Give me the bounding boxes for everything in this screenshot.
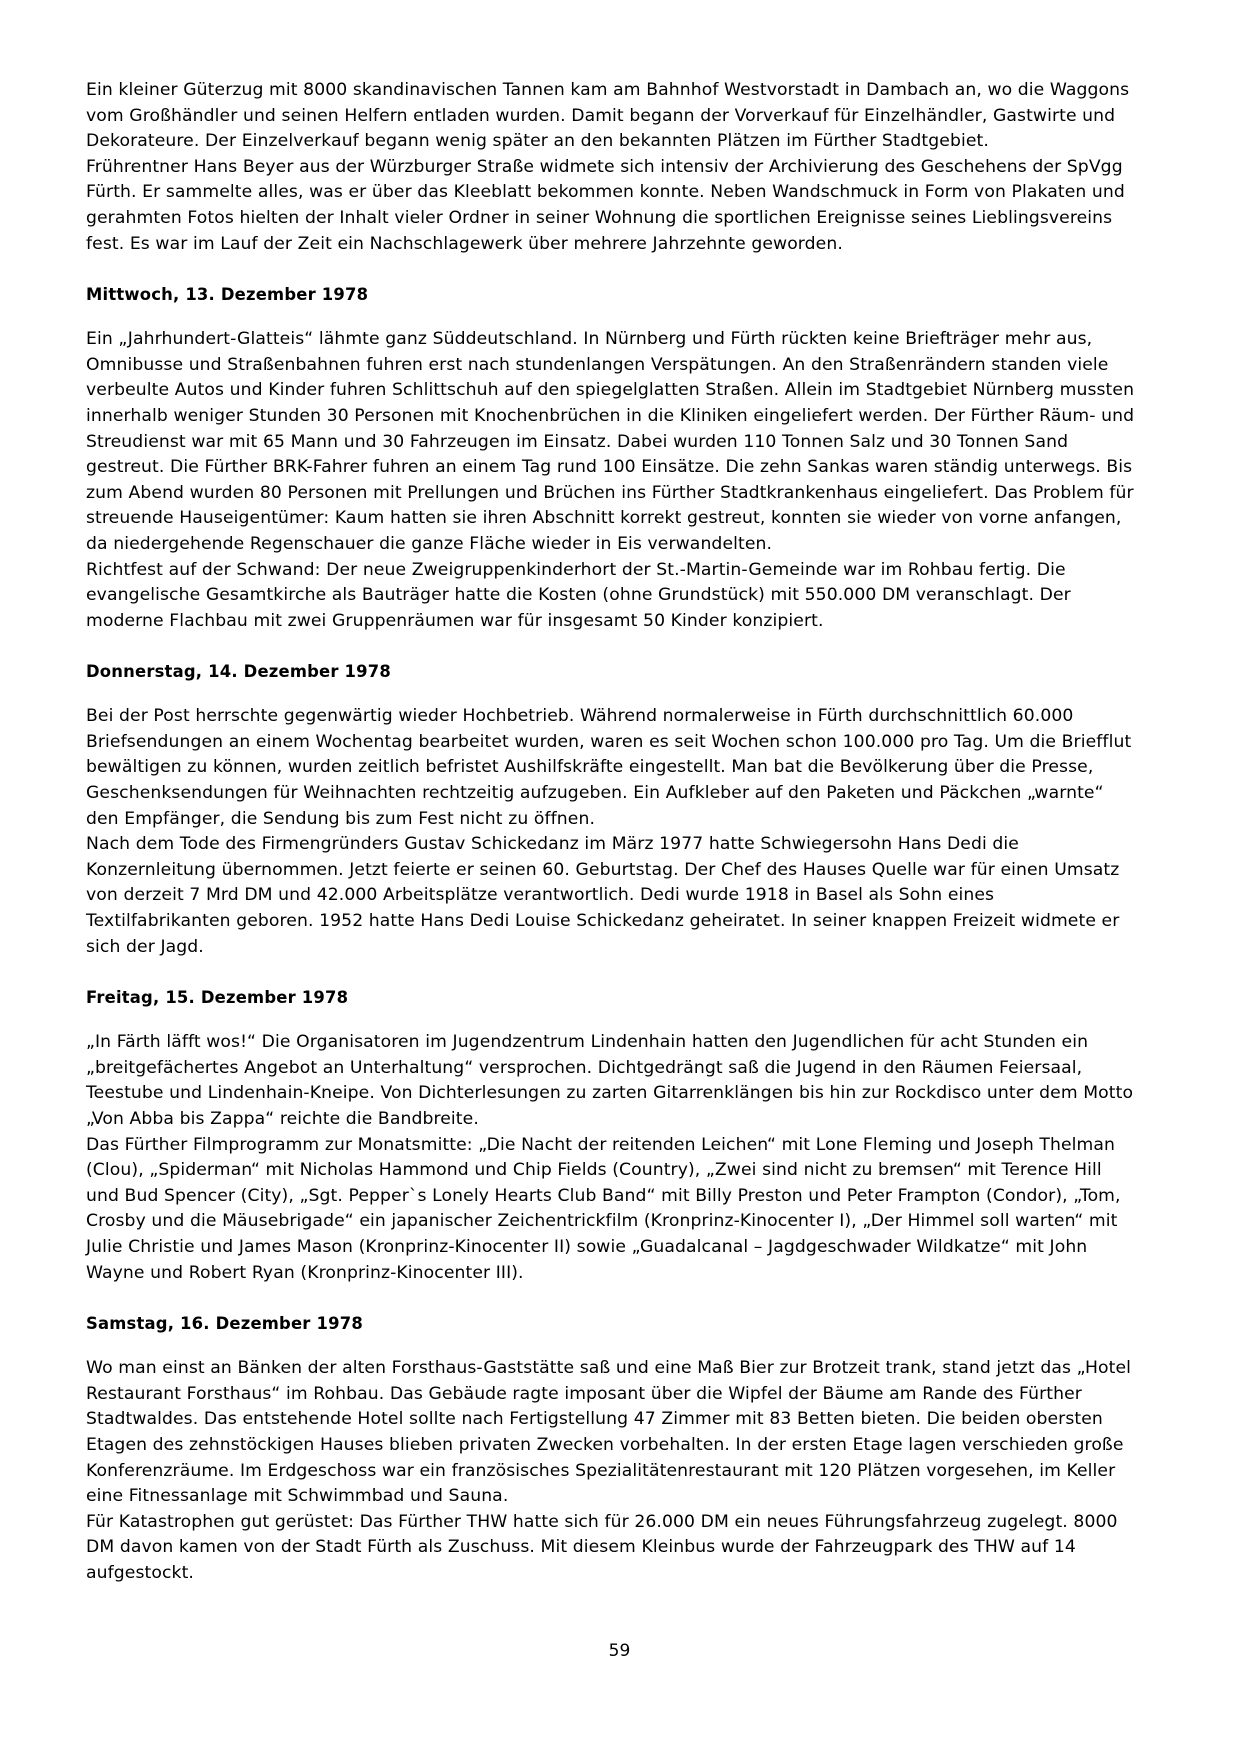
entry-heading: Mittwoch, 13. Dezember 1978 — [86, 285, 369, 305]
entry-heading: Donnerstag, 14. Dezember 1978 — [86, 662, 391, 682]
entry-heading: Samstag, 16. Dezember 1978 — [86, 1314, 363, 1334]
diary-entry — [86, 1312, 1135, 1586]
paragraph: Richtfest auf der Schwand: Der neue Zweigruppenkinderhort der St.-Martin-Gemeinde war im Rohbau fertig. Die evangelische Gesamtkirche als Bauträger hatte die Kosten (ohne Grundstück) mit 550.000 DM veranschlagt. Der moderne Flachbau mit zwei Gruppenräumen war für insgesamt 50 Kinder konzipiert. — [86, 559, 1071, 631]
paragraph: Ein kleiner Güterzug mit 8000 skandinavischen Tannen kam am Bahnhof Westvorstadt in Dambach an, wo die Waggons vom Großhändler und seinen Helfern entladen wurden. Damit begann der Vorverkauf für Einzelhändler, Gastwirte und Dekorateure. Der Einzelverkauf begann wenig später an den bekannten Plätzen im Fürther Stadtgebiet. — [86, 80, 1130, 152]
paragraph: Für Katastrophen gut gerüstet: Das Fürther THW hatte sich für 26.000 DM ein neues Führungsfahrzeug zugelegt. 8000 DM davon kamen von der Stadt Fürth als Zuschuss. Mit diesem Kleinbus wurde der Fahrzeugpark des THW auf 14 aufgestockt. — [86, 1511, 1118, 1583]
entry-heading: Freitag, 15. Dezember 1978 — [86, 988, 349, 1008]
intro-section — [86, 78, 1135, 257]
page-number: 59 — [608, 1641, 631, 1661]
diary-entry — [86, 660, 1135, 960]
paragraph: Nach dem Tode des Firmengründers Gustav Schickedanz im März 1977 hatte Schwiegersohn Hans Dedi die Konzernleitung übernommen. Jetzt feierte er seinen 60. Geburtstag. Der Chef des Hauses Quelle war für einen Umsatz von derzeit 7 Mrd DM und 42.000 Arbeitsplätze verantwortlich. Dedi wurde 1918 in Basel als Sohn eines Textilfabrikanten geboren. 1952 hatte Hans Dedi Louise Schickedanz geheiratet. In seiner knappen Freizeit widmete er sich der Jagd. — [86, 834, 1120, 957]
paragraph: „In Färth läfft wos!“ Die Organisatoren im Jugendzentrum Lindenhain hatten den Jugendlichen für acht Stunden ein „breitgefächertes Angebot an Unterhaltung“ versprochen. Dichtgedrängt saß die Jugend in den Räumen Feiersaal, Teestube und Lindenhain-Kneipe. Von Dichterlesungen zu zarten Gitarrenklängen bis hin zur Rockdisco unter dem Motto „Von Abba bis Zappa“ reichte die Bandbreite. — [86, 1032, 1134, 1129]
diary-entry — [86, 986, 1135, 1286]
paragraph: Wo man einst an Bänken der alten Forsthaus-Gaststätte saß und eine Maß Bier zur Brotzeit trank, stand jetzt das „Hotel Restaurant Forsthaus“ im Rohbau. Das Gebäude ragte imposant über die Wipfel der Bäume am Rande des Fürther Stadtwaldes. Das entstehende Hotel sollte nach Fertigstellung 47 Zimmer mit 83 Betten bieten. Die beiden obersten Etagen des zehnstöckigen Hauses blieben privaten Zwecken vorbehalten. In der ersten Etage lagen verschieden große Konferenzräume. Im Erdgeschoss war ein französisches Spezialitätenrestaurant mit 120 Plätzen vorgesehen, im Keller eine Fitnessanlage mit Schwimmbad und Sauna. — [86, 1358, 1131, 1507]
paragraph: Das Fürther Filmprogramm zur Monatsmitte: „Die Nacht der reitenden Leichen“ mit Lone Fleming und Joseph Thelman (Clou), „Spiderman“ mit Nicholas Hammond und Chip Fields (Country), „Zwei sind nicht zu bremsen“ mit Terence Hill und Bud Spencer (City), „Sgt. Pepper`s Lonely Hearts Club Band“ mit Billy Preston und Peter Frampton (Condor), „Tom, Crosby und die Mäusebrigade“ ein japanischer Zeichentrickfilm (Kronprinz-Kinocenter I), „Der Himmel soll warten“ mit Julie Christie und James Mason (Kronprinz-Kinocenter II) sowie „Guadalcanal – Jagdgeschwader Wildkatze“ mit John Wayne und Robert Ryan (Kronprinz-Kinocenter III). — [86, 1134, 1121, 1283]
paragraph: Ein „Jahrhundert-Glatteis“ lähmte ganz Süddeutschland. In Nürnberg und Fürth rückten keine Briefträger mehr aus, Omnibusse und Straßenbahnen fuhren erst nach stundenlangen Verspätungen. An den Straßenrändern standen viele verbeulte Autos und Kinder fuhren Schlittschuh auf den spiegelglatten Straßen. Allein im Stadtgebiet Nürnberg mussten innerhalb weniger Stunden 30 Personen mit Knochenbrüchen in die Kliniken eingeliefert werden. Der Fürther Räum- und Streudienst war mit 65 Mann und 30 Fahrzeugen im Einsatz. Dabei wurden 110 Tonnen Salz und 30 Tonnen Sand gestreut. Die Fürther BRK-Fahrer fuhren an einem Tag rund 100 Einsätze. Die zehn Sankas waren ständig unterwegs. Bis zum Abend wurden 80 Personen mit Prellungen und Brüchen ins Fürther Stadtkrankenhaus eingeliefert. Das Problem für streuende Hauseigentümer: Kaum hatten sie ihren Abschnitt korrekt gestreut, konnten sie wieder von vorne anfangen, da niedergehende Regenschauer die ganze Fläche wieder in Eis verwandelten. — [86, 329, 1135, 554]
paragraph: Bei der Post herrschte gegenwärtig wieder Hochbetrieb. Während normalerweise in Fürth durchschnittlich 60.000 Briefsendungen an einem Wochentag bearbeitet wurden, waren es seit Wochen schon 100.000 pro Tag. Um die Briefflut bewältigen zu können, wurden zeitlich befristet Aushilfskräfte eingestellt. Man bat die Bevölkerung über die Presse, Geschenksendungen für Weihnachten rechtzeitig aufzugeben. Ein Aufkleber auf den Paketen und Päckchen „warnte“ den Empfänger, die Sendung bis zum Fest nicht zu öffnen. — [86, 706, 1132, 829]
paragraph: Frührentner Hans Beyer aus der Würzburger Straße widmete sich intensiv der Archivierung des Geschehens der SpVgg Fürth. Er sammelte alles, was er über das Kleeblatt bekommen konnte. Neben Wandschmuck in Form von Plakaten und gerahmten Fotos hielten der Inhalt vieler Ordner in seiner Wohnung die sportlichen Ereignisse seines Lieblingsvereins fest. Es war im Lauf der Zeit ein Nachschlagewerk über mehrere Jahrzehnte geworden. — [86, 156, 1125, 254]
diary-entry — [86, 283, 1135, 634]
